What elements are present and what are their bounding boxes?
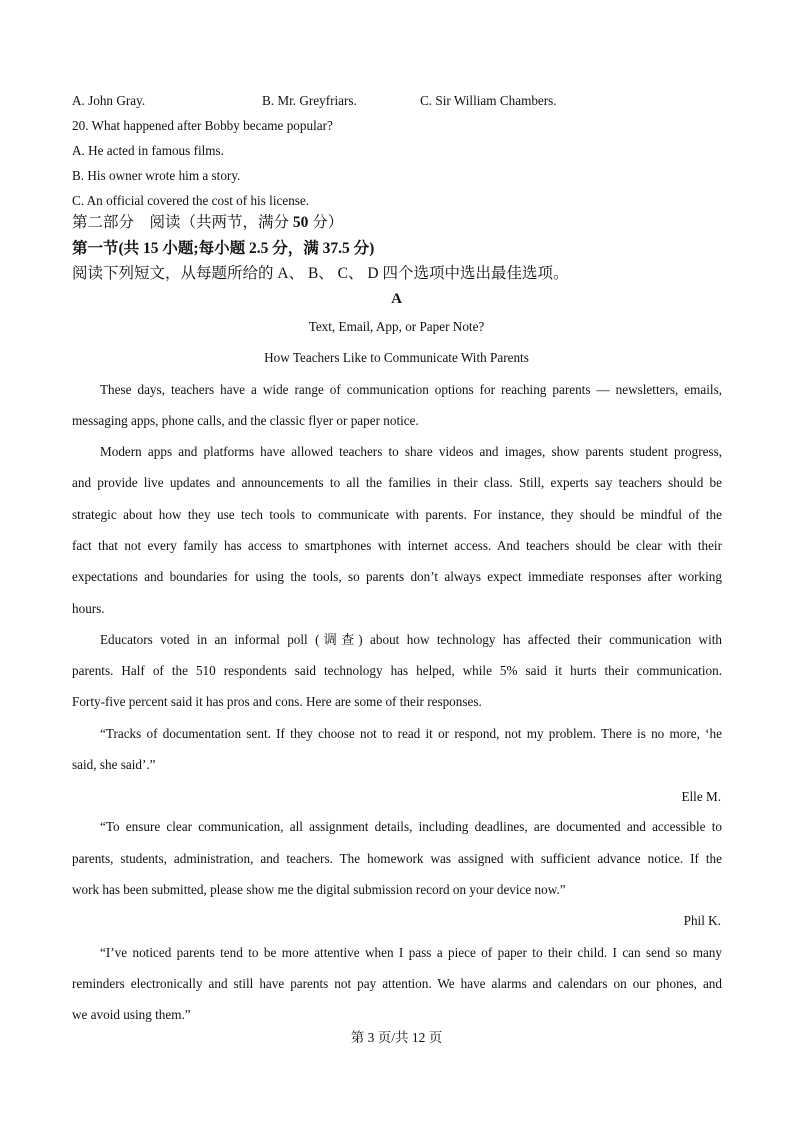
paragraph-line: Forty-five percent said it has pros and cons. Here are some of their responses. xyxy=(72,694,482,709)
paragraph-line: messaging apps, phone calls, and the classic flyer or paper notice. xyxy=(72,413,419,428)
q20-option-c: C. An official covered the cost of his license. xyxy=(72,193,310,208)
paragraph-line: expectations and boundaries for using the tools, so parents don’t always expect immediate responses after working xyxy=(72,569,722,584)
q20-option-a: A. He acted in famous films. xyxy=(72,143,224,158)
q19-option-c: C. Sir William Chambers. xyxy=(420,93,557,108)
paragraph-line: strategic about how they use tech tools to communicate with parents. For instance, they should be mindful of the xyxy=(72,507,722,522)
quote-author: Phil K. xyxy=(683,913,721,928)
quote-line: parents, students, administration, and teachers. The homework was assigned with sufficient advance notice. If the xyxy=(72,851,722,866)
section-subtitle: 第一节(共 15 小题;每小题 2.5 分，满 37.5 分) xyxy=(72,240,375,257)
q19-option-a: A. John Gray. xyxy=(72,93,146,108)
paragraph-line: parents. Half of the 510 respondents said technology has helped, while 5% said it hurts their communication. xyxy=(72,663,722,678)
paragraph-line: fact that not every family has access to smartphones with internet access. And teachers should be clear with their xyxy=(72,538,722,553)
q20-question: 20. What happened after Bobby became popular? xyxy=(72,118,333,133)
quote-line: “I’ve noticed parents tend to be more attentive when I pass a piece of paper to their child. I can send so many xyxy=(100,945,722,960)
quote-line: reminders electronically and still have parents not pay attention. We have alarms and calendars on our phones, and xyxy=(72,976,722,991)
quote-line: said, she said’.” xyxy=(72,757,156,772)
instruction: 阅读下列短文，从每题所给的 A、 B、 C、 D 四个选项中选出最佳选项。 xyxy=(72,265,569,282)
q19-option-b: B. Mr. Greyfriars. xyxy=(262,93,357,108)
page-footer: 第 3 页/共 12 页 xyxy=(350,1030,443,1045)
paragraph-line: Educators voted in an informal poll (调查) about how technology has affected their communication with xyxy=(100,632,722,647)
quote-line: work has been submitted, please show me the digital submission record on your device now.” xyxy=(72,882,566,897)
passage-letter: A xyxy=(391,291,402,307)
quote-author: Elle M. xyxy=(681,789,721,804)
passage-title: Text, Email, App, or Paper Note? xyxy=(308,319,485,334)
part-title: 第二部分 阅读（共两节，满分 50 分） xyxy=(72,214,344,231)
paragraph-line: hours. xyxy=(72,601,105,616)
paragraph-line: These days, teachers have a wide range of communication options for reaching parents — newsletters, emails, xyxy=(100,382,722,397)
q20-option-b: B. His owner wrote him a story. xyxy=(72,168,241,183)
paragraph-line: Modern apps and platforms have allowed teachers to share videos and images, show parents student progress, xyxy=(100,444,722,459)
quote-line: we avoid using them.” xyxy=(72,1007,191,1022)
passage-subtitle: How Teachers Like to Communicate With Parents xyxy=(264,350,529,365)
quote-line: “To ensure clear communication, all assignment details, including deadlines, are documented and accessible to xyxy=(100,819,722,834)
paragraph-line: and provide live updates and announcements to all the families in their class. Still, experts say teachers should be xyxy=(72,475,722,490)
quote-line: “Tracks of documentation sent. If they choose not to read it or respond, not my problem. There is no more, ‘he xyxy=(100,726,722,741)
